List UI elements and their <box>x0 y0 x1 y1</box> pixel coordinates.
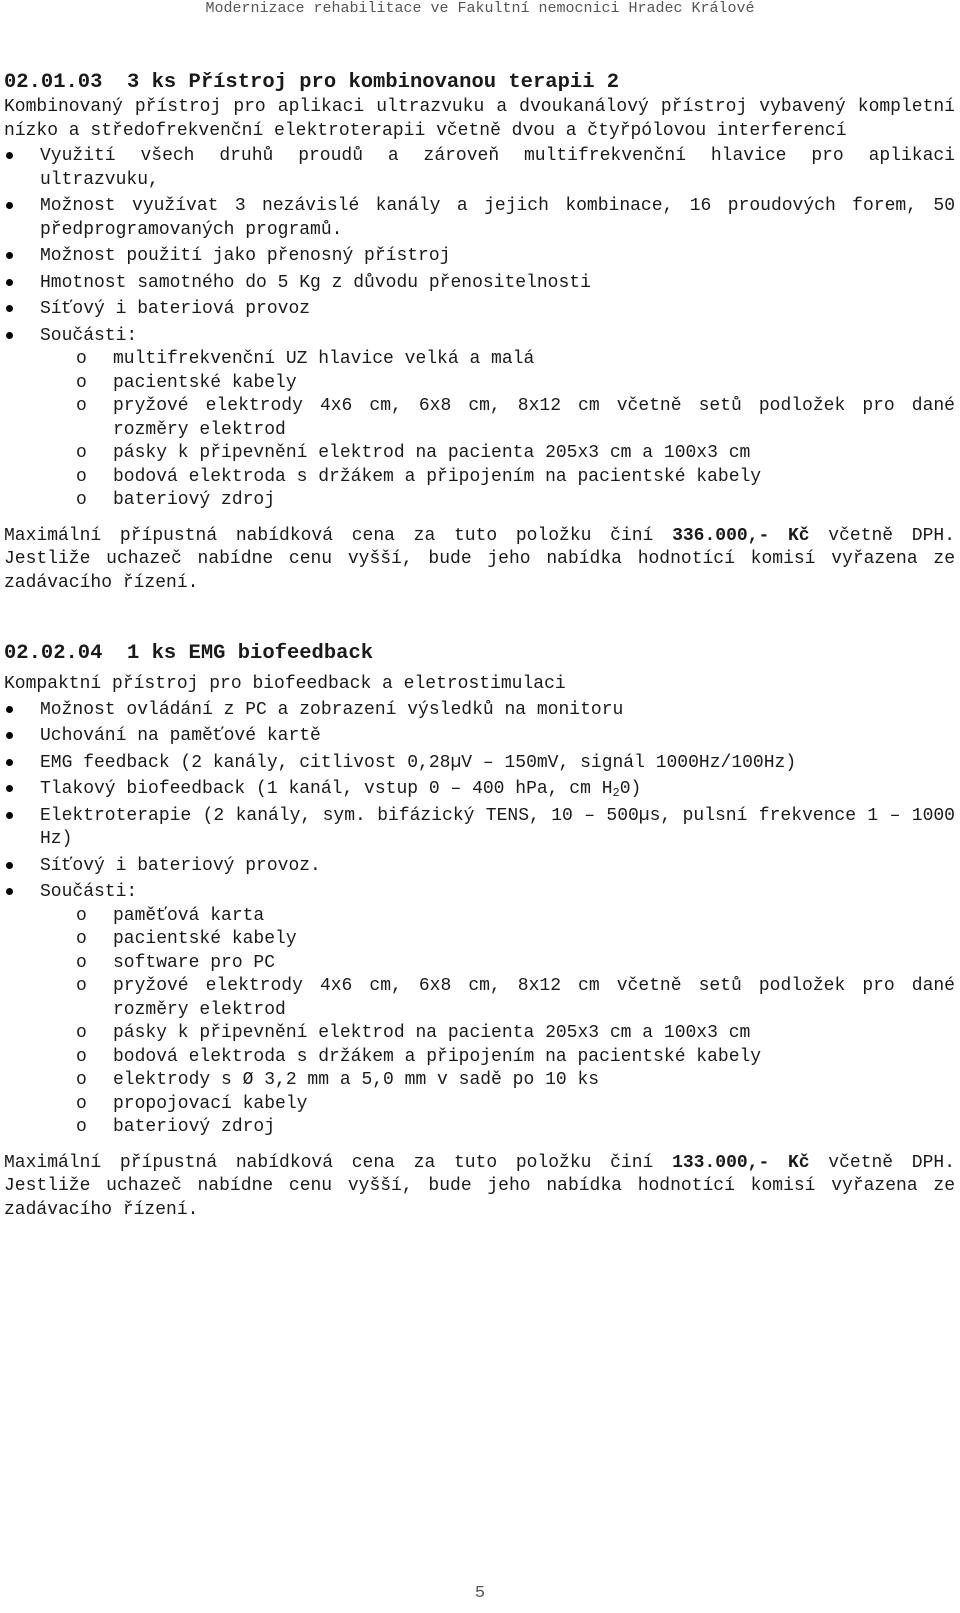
components-list <box>40 905 955 1140</box>
section-combined-therapy <box>4 70 955 595</box>
price-value: 336.000,- Kč <box>672 525 810 546</box>
feature-list <box>4 145 955 513</box>
list-item: Uchování na paměťové kartě <box>4 725 955 749</box>
feature-list <box>4 699 955 1140</box>
max-price-paragraph <box>4 1152 955 1223</box>
price-text: včetně DPH. Jestliže uchazeč nabídne cenu vyšší, bude jeho nabídka hodnotící komisí vyřazena ze zadávacího řízení. <box>4 525 956 593</box>
list-item: EMG feedback (2 kanály, citlivost 0,28µV – 150mV, signál 1000Hz/100Hz) <box>4 752 955 776</box>
components-label: Součásti: <box>40 882 138 902</box>
list-item: Hmotnost samotného do 5 Kg z důvodu přenositelnosti <box>4 272 955 296</box>
section-heading: 02.02.04 1 ks EMG biofeedback <box>4 642 374 665</box>
list-item: Možnost ovládání z PC a zobrazení výsledků na monitoru <box>4 699 955 723</box>
component-item: o pryžové elektrody 4x6 cm, 6x8 cm, 8x12 cm včetně setů podložek pro dané rozměry elektrod <box>40 975 955 1022</box>
component-item: o bodová elektroda s držákem a připojením na pacientské kabely <box>40 1046 955 1070</box>
pressure-text: Tlakový biofeedback (1 kanál, vstup 0 – 400 hPa, cm H <box>40 779 613 799</box>
price-text: Maximální přípustná nabídková cena za tuto položku činí <box>4 1152 673 1173</box>
max-price-paragraph <box>4 525 955 596</box>
price-text: Maximální přípustná nabídková cena za tuto položku činí <box>4 525 673 546</box>
section-intro: Kombinovaný přístroj pro aplikaci ultrazvuku a dvoukanálový přístroj vybavený kompletní nízko a středofrekvenční elektroterapii včetně dvou a čtyřpólovou interferencí <box>4 97 955 141</box>
list-item: Síťový i bateriový provoz. <box>4 855 955 879</box>
component-item: o bateriový zdroj <box>40 1116 955 1140</box>
section-emg-biofeedback <box>4 641 955 1222</box>
section-intro: Kompaktní přístroj pro biofeedback a eletrostimulaci <box>4 674 566 694</box>
component-item: o bodová elektroda s držákem a připojením na pacientské kabely <box>40 466 955 490</box>
list-item: Možnost využívat 3 nezávislé kanály a jejich kombinace, 16 proudových forem, 50 předprogramovaných programů. <box>4 195 955 242</box>
page-number: 5 <box>474 1584 486 1603</box>
list-item-pressure <box>4 778 955 802</box>
component-item: o pásky k připevnění elektrod na pacienta 205x3 cm a 100x3 cm <box>40 1022 955 1046</box>
list-item: Síťový i bateriová provoz <box>4 298 955 322</box>
component-item: o pryžové elektrody 4x6 cm, 6x8 cm, 8x12 cm včetně setů podložek pro dané rozměry elektrod <box>40 395 955 442</box>
component-item: o propojovací kabely <box>40 1093 955 1117</box>
component-item: o pásky k připevnění elektrod na pacienta 205x3 cm a 100x3 cm <box>40 442 955 466</box>
component-item: o pacientské kabely <box>40 372 955 396</box>
subscript-2: 2 <box>612 786 620 800</box>
components-label: Součásti: <box>40 325 138 346</box>
pressure-text-tail: 0) <box>619 779 642 799</box>
component-item: o multifrekvenční UZ hlavice velká a malá <box>40 348 955 372</box>
component-item: o software pro PC <box>40 952 955 976</box>
list-item: Využití všech druhů proudů a zároveň multifrekvenční hlavice pro aplikaci ultrazvuku, <box>4 145 955 192</box>
section-heading: 02.01.03 3 ks Přístroj pro kombinovanou terapii 2 <box>4 71 620 94</box>
component-item: o elektrody s Ø 3,2 mm a 5,0 mm v sadě po 10 ks <box>40 1069 955 1093</box>
running-header: Modernizace rehabilitace ve Fakultní nemocnici Hradec Králové <box>205 0 755 17</box>
list-item: Možnost použití jako přenosný přístroj <box>4 245 955 269</box>
list-item-components <box>4 325 955 513</box>
list-item: Elektroterapie (2 kanály, sym. bifázický TENS, 10 – 500µs, pulsní frekvence 1 – 1000 Hz) <box>4 805 955 852</box>
price-text: včetně DPH. Jestliže uchazeč nabídne cenu vyšší, bude jeho nabídka hodnotící komisí vyřazena ze zadávacího řízení. <box>4 1152 956 1220</box>
list-item-components <box>4 881 955 1140</box>
component-item: o bateriový zdroj <box>40 489 955 513</box>
component-item: o pacientské kabely <box>40 928 955 952</box>
document-body <box>4 70 955 1222</box>
component-item: o paměťová karta <box>40 905 955 929</box>
components-list <box>40 348 955 513</box>
price-value: 133.000,- Kč <box>672 1152 810 1173</box>
